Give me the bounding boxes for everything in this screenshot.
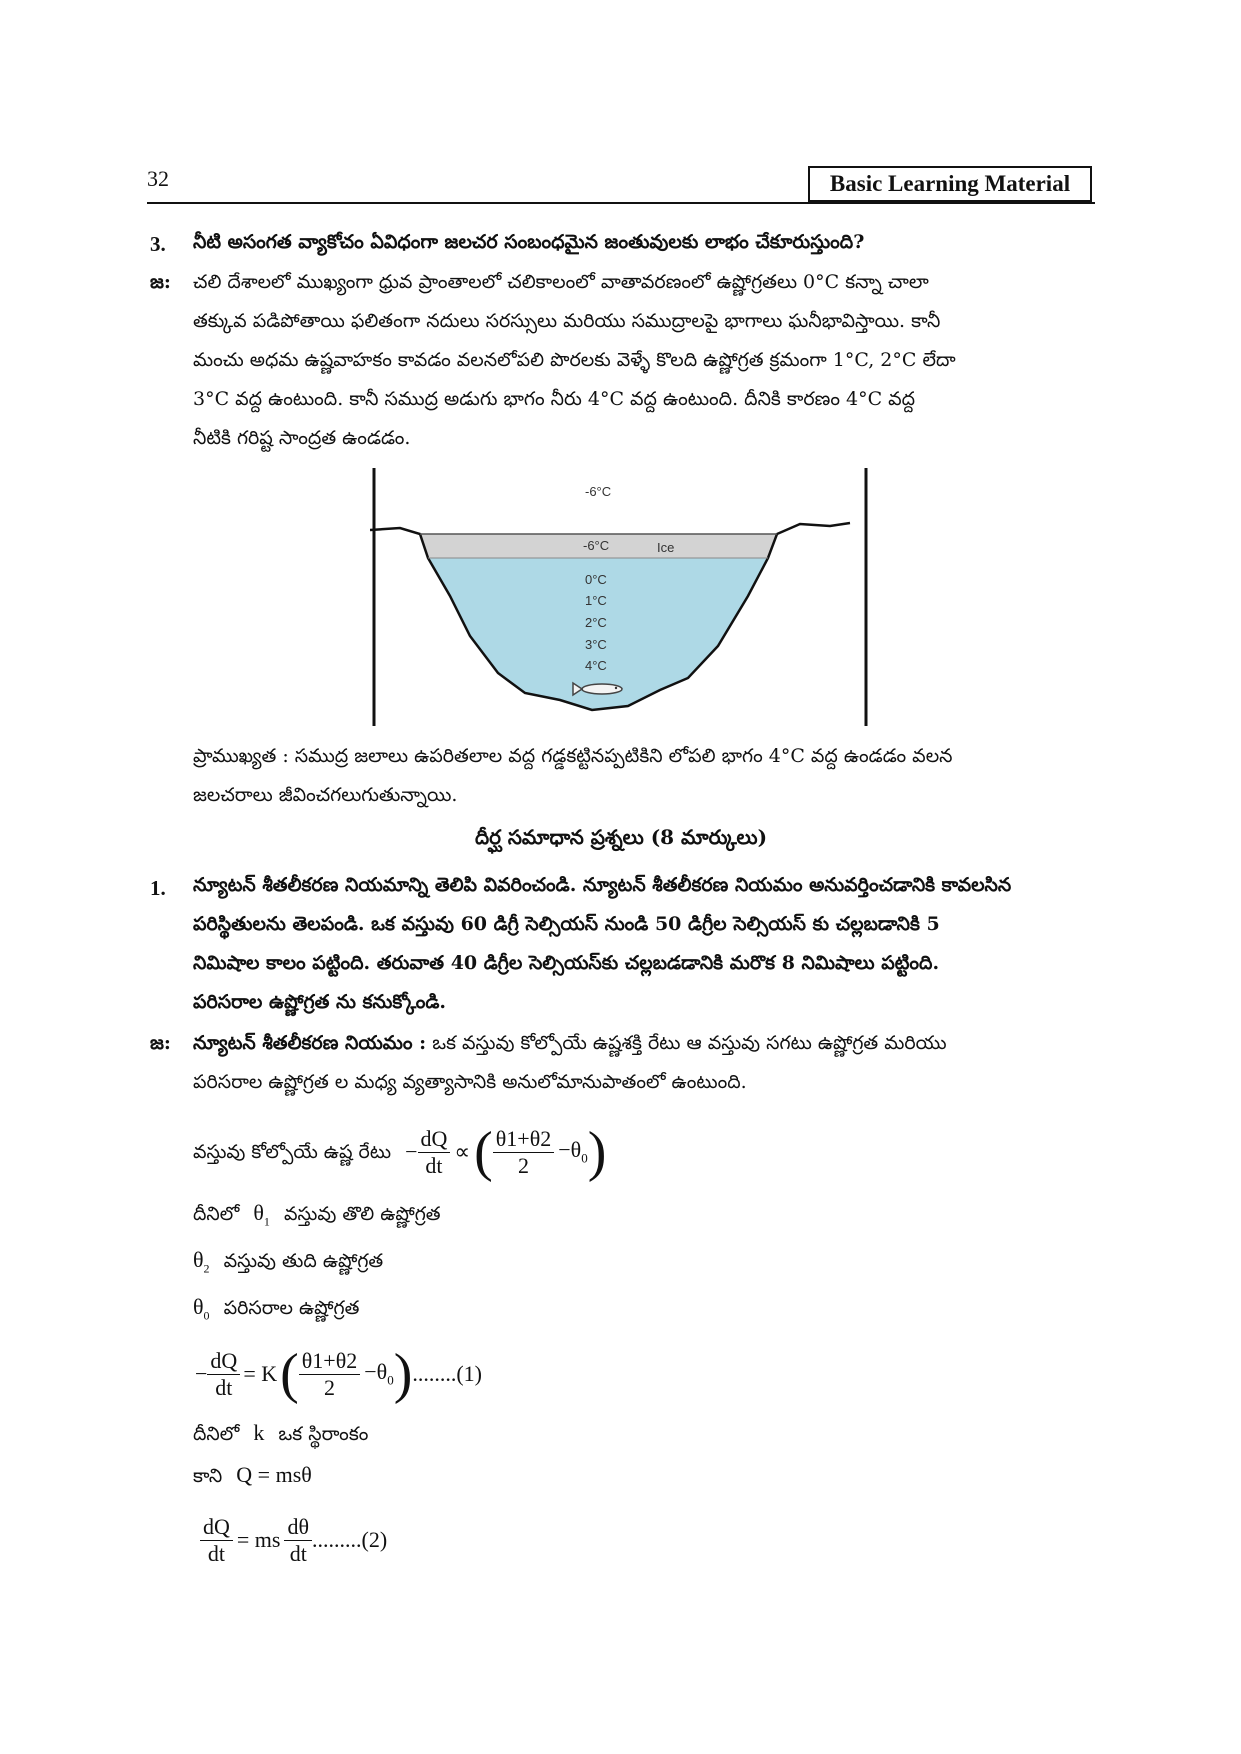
- diagram-water-temp-4: 4°C: [585, 658, 607, 673]
- q3-number: 3.: [150, 232, 166, 256]
- q1-law-text-1: ఒక వస్తువు కోల్పోయే ఉష్ణశక్తి రేటు ఆ వస్తువు సగటు ఉష్ణోగ్రత మరియు: [432, 1032, 947, 1054]
- header-book-title: Basic Learning Material: [808, 166, 1092, 202]
- diagram-water-temp-3: 3°C: [585, 637, 607, 652]
- q1-question-line-2: పరిస్థితులను తెలపండి. ఒక వస్తువు 60 డిగ్రీ సెల్సియస్ నుండి 50 డిగ్రీల సెల్సియస్ కు చల్లబడానికి 5: [193, 913, 940, 935]
- q3-question: నీటి అసంగత వ్యాకోచం ఏవిధంగా జలచర సంబంధమైన జంతువులకు లాభం చేకూరుస్తుంది?: [193, 231, 865, 253]
- q3-importance-line-2: జలచరాలు జీవించగలుగుతున్నాయి.: [193, 784, 458, 806]
- theta1-definition: దీనిలో $\theta_1$ వస్తువు తొలి ఉష్ణోగ్రత: [193, 1200, 441, 1229]
- q-equation: Q = msθ: [236, 1462, 312, 1487]
- section-title: దీర్ఘ సమాధాన ప్రశ్నలు (8 మార్కులు): [474, 825, 768, 849]
- mean-temp-fraction: $\frac{\theta 1+\theta 2}{2}$: [493, 1126, 554, 1179]
- q1-number: 1.: [150, 876, 166, 900]
- q1-law: [193, 1024, 1093, 1102]
- diagram-ice-label: Ice: [657, 540, 675, 555]
- diagram-water-temp-0: 0°C: [585, 572, 607, 587]
- equation-1: − $\frac{dQ}{dt}$ = K ( $\frac{\theta 1+\theta 2}{2}$ $-\theta_0$ ) ........(1): [195, 1343, 483, 1405]
- q3-answer-line-5: నీటికి గరిష్ట సాంద్రత ఉండడం.: [193, 427, 411, 449]
- q3-importance: [193, 737, 1093, 815]
- q1-answer-label: జ:: [150, 1032, 171, 1054]
- theta0-desc: పరిసరాల ఉష్ణోగ్రత: [223, 1297, 360, 1319]
- diagram-water-temp-1: 1°C: [585, 593, 607, 608]
- k-desc: ఒక స్థిరాంకం: [278, 1423, 369, 1445]
- equation-2: $\frac{dQ}{dt}$ = ms $\frac{d\theta}{dt}$ .........(2): [200, 1500, 387, 1580]
- theta2-desc: వస్తువు తుది ఉష్ణోగ్రత: [223, 1250, 384, 1272]
- q3-answer: [193, 263, 1093, 458]
- diagram-ice-temp: -6°C: [583, 538, 610, 553]
- header-rule: [147, 202, 1095, 204]
- theta2-definition: $\theta_2$ వస్తువు తుది ఉష్ణోగ్రత: [193, 1247, 384, 1276]
- theta0-definition: $\theta_0$ పరిసరాల ఉష్ణోగ్రత: [193, 1294, 360, 1323]
- diagram-air-temp: -6°C: [585, 484, 612, 499]
- q1-question-line-1: న్యూటన్ శీతలీకరణ నియమాన్ని తెలిపి వివరించండి. న్యూటన్ శీతలీకరణ నియమం అనువర్తించడానికి కావలసిన: [193, 874, 1012, 896]
- theta1-desc: వస్తువు తొలి ఉష్ణోగ్రత: [283, 1203, 441, 1225]
- q-definition: [193, 1455, 312, 1496]
- where-label: దీనిలో: [193, 1203, 240, 1225]
- dq-dt-fraction: $\frac{dQ}{dt}$: [418, 1126, 451, 1179]
- q3-answer-label: జ:: [150, 271, 171, 293]
- q1-law-title: న్యూటన్ శీతలీకరణ నియమం :: [193, 1032, 427, 1054]
- lake-temperature-diagram: [370, 468, 870, 730]
- q3-answer-line-3: మంచు అధమ ఉష్ణవాహకం కావడం వలనలోపలి పొరలకు వెళ్ళే కొలది ఉష్ణోగ్రత క్రమంగా 1°C, 2°C లేదా: [193, 349, 956, 371]
- equation-1-number: ........(1): [412, 1361, 483, 1386]
- rate-label: వస్తువు కోల్పోయే ఉష్ణ రేటు: [193, 1140, 392, 1163]
- q1-question-line-4: పరిసరాల ఉష్ణోగ్రత ను కనుక్కోండి.: [193, 991, 447, 1013]
- k-definition: దీనిలో k ఒక స్థిరాంకం: [193, 1420, 369, 1445]
- q3-answer-line-1: చలి దేశాలలో ముఖ్యంగా ధ్రువ ప్రాంతాలలో చలికాలంలో వాతావరణంలో ఉష్ణోగ్రతలు 0°C కన్నా చాలా: [193, 271, 929, 293]
- q3-answer-line-4: 3°C వద్ద ఉంటుంది. కానీ సముద్ర అడుగు భాగం నీరు 4°C వద్ద ఉంటుంది. దీనికి కారణం 4°C వద్ద: [193, 388, 916, 410]
- diagram-water-temp-2: 2°C: [585, 615, 607, 630]
- q1-law-text-2: పరిసరాల ఉష్ణోగ్రత ల మధ్య వ్యత్యాసానికి అనులోమానుపాతంలో ఉంటుంది.: [193, 1071, 747, 1093]
- q3-importance-line-1: ప్రాముఖ్యత : సముద్ర జలాలు ఉపరితలాల వద్ద గడ్డకట్టినప్పటికిని లోపలి భాగం 4°C వద్ద ఉండడం వలన: [193, 745, 953, 767]
- q1-question: [193, 866, 1093, 1022]
- q3-answer-line-2: తక్కువ పడిపోతాయి ఫలితంగా నదులు సరస్సులు మరియు సముద్రాలపై భాగాలు ఘనీభావిస్తాయి. కానీ: [193, 310, 941, 332]
- q1-question-line-3: నిమిషాల కాలం పట్టింది. తరువాత 40 డిగ్రీల సెల్సియస్‌కు చల్లబడడానికి మరొక 8 నిమిషాలు పట్టింది.: [193, 952, 940, 974]
- but-label: కాని: [193, 1465, 223, 1487]
- equation-2-number: .........(2): [312, 1527, 388, 1552]
- rate-equation: వస్తువు కోల్పోయే ఉష్ణ రేటు − $\frac{dQ}{dt}$ ∝ ( $\frac{\theta 1+\theta 2}{2}$ $-\theta_0$ ): [193, 1121, 607, 1183]
- page-number: 32: [147, 166, 169, 191]
